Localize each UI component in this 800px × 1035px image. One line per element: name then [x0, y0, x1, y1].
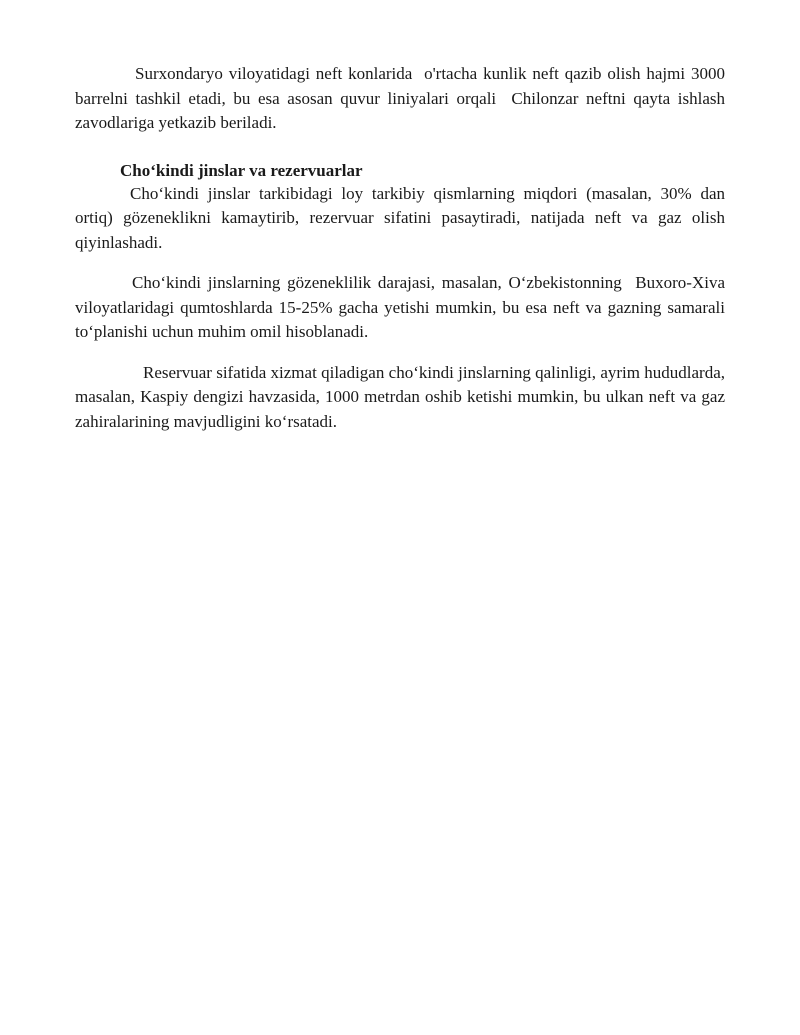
paragraph-reservoir-thickness: Reservuar sifatida xizmat qiladigan cho‘kindi jinslarning qalinligi, ayrim hududlarda, masalan, Kaspiy dengizi havzasida, 1000 metrdan oshib ketishi mumkin, bu ulkan neft va gaz zahiralarining mavjudligini ko‘rsatadi.	[75, 362, 734, 431]
paragraph-oil-production: Surxondaryo viloyatidagi neft konlarida o'rtacha kunlik neft qazib olish hajmi 3000 barrelni tashkil etadi, bu esa asosan quvur liniyalari orqali Chilonzar neftni qayta ishlash zavodlariga yetkazib beriladi.	[75, 64, 730, 132]
spacer	[75, 136, 725, 160]
paragraph-porosity: Cho‘kindi jinslarning gözeneklilik darajasi, masalan, O‘zbekistonning Buxoro-Xiva viloyatlaridagi qumtoshlarda 15-25% gacha yetishi mumkin, bu esa neft va gazning samarali to‘planishi uchun muhim omil hisoblanadi.	[75, 273, 730, 341]
document-body	[75, 62, 734, 434]
spacer	[75, 255, 725, 271]
spacer	[75, 345, 725, 361]
section-heading: Cho‘kindi jinslar va rezervuarlar	[120, 160, 363, 180]
paragraph-clay-content: Cho‘kindi jinslar tarkibidagi loy tarkibiy qismlarning miqdori (masalan, 30% dan ortiq) gözeneklikni kamaytirib, rezervuar sifatini pasaytiradi, natijada neft va gaz olish qiyinlashadi.	[75, 183, 730, 252]
